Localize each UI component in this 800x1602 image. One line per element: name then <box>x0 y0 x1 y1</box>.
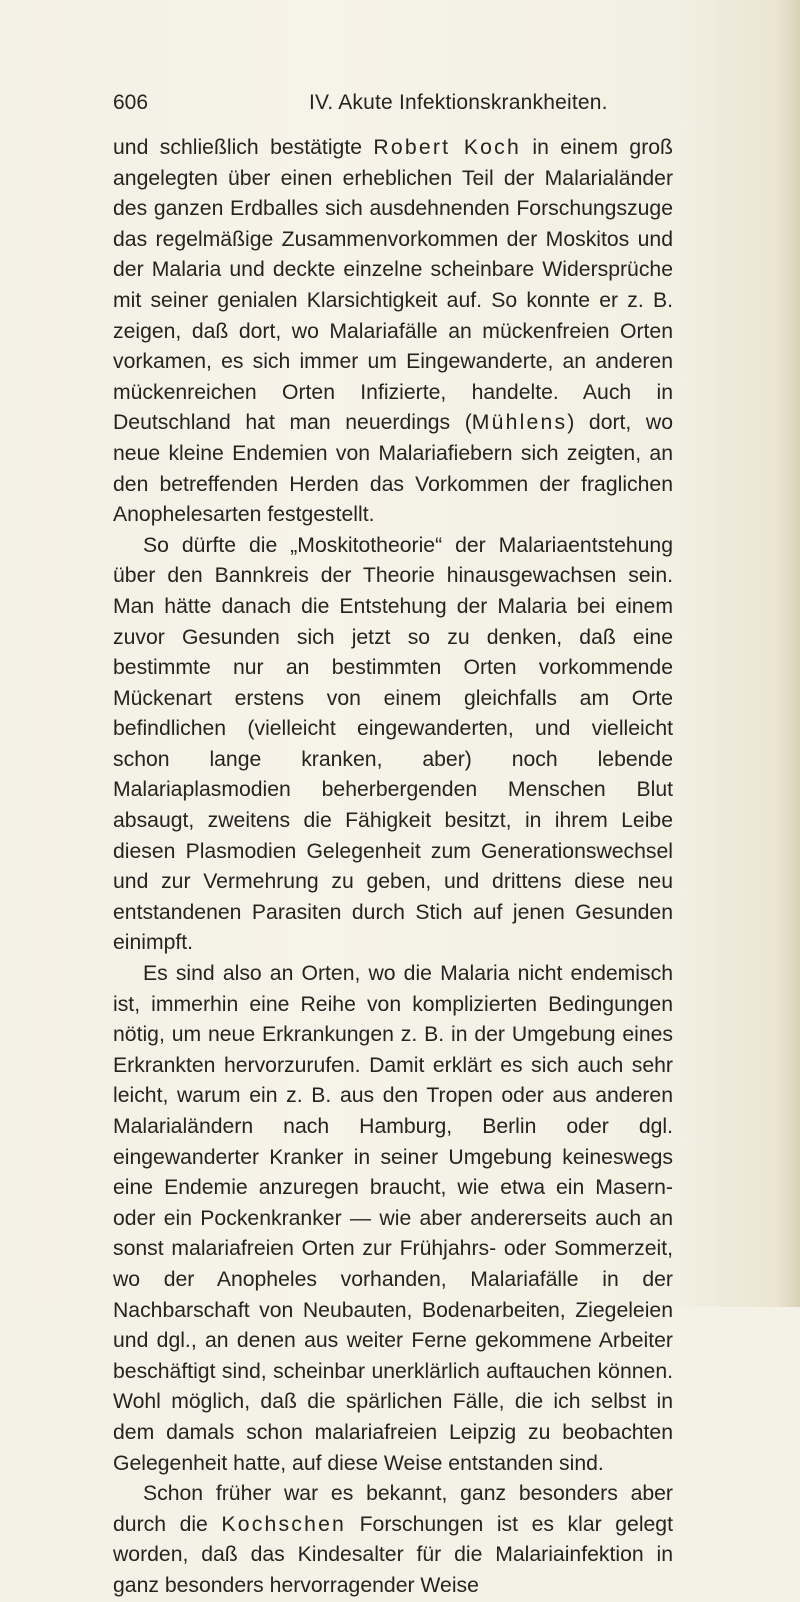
text-segment: und schließlich bestätigte <box>113 136 374 159</box>
paragraph-2: So dürfte die „Moskitotheorie“ der Malariaentstehung über den Bannkreis der Theorie hinausgewachsen sein. Man hätte danach die Entstehung der Malaria bei einem zuvor Gesunden sich jetzt so zu denken, daß eine bestimmte nur an bestimmten Orten vorkommende Mückenart erstens von einem gleichfalls am Orte befindlichen (vielleicht eingewanderten, und vielleicht schon lange kranken, aber) noch lebende Malariaplasmodien beherbergenden Menschen Blut absaugt, zweitens die Fähigkeit besitzt, in ihrem Leibe diesen Plasmodien Gelegenheit zum Generationswechsel und zur Vermehrung zu geben, und drittens diese neu entstandenen Parasiten durch Stich auf jenen Gesunden einimpft. <box>113 533 673 955</box>
paragraph-1 <box>113 133 673 531</box>
author-name-muehlens: Mühlens <box>471 411 568 435</box>
page-number: 606 <box>113 91 149 114</box>
paragraph-3: Es sind also an Orten, wo die Malaria nicht endemisch ist, immerhin eine Reihe von komplizierten Bedingungen nötig, um neue Erkrankungen z. B. in der Umgebung eines Erkrankten hervorzurufen. Damit erklärt es sich auch sehr leicht, warum ein z. B. aus den Tropen oder aus anderen Malarialändern nach Hamburg, Berlin oder dgl. eingewanderter Kranker in seiner Umgebung keineswegs eine Endemie anzuregen braucht, wie etwa ein Masern- oder ein Pockenkranker — wie aber andererseits auch an sonst malariafreien Orten zur Frühjahrs- oder Sommerzeit, wo der Anopheles vorhanden, Malariafälle in der Nachbarschaft von Neubauten, Bodenarbeiten, Ziegeleien und dgl., an denen aus weiter Ferne gekommene Arbeiter beschäftigt sind, scheinbar unerklärlich auftauchen können. Wohl möglich, daß die spärlichen Fälle, die ich selbst in dem damals schon malariafreien Leipzig zu beobachten Gelegenheit hatte, auf diese Weise entstanden sind. <box>113 962 673 1475</box>
page-header <box>113 88 673 118</box>
text-segment: Forschungen ist es klar gelegt worden, daß das Kindesalter für die Malariainfektion in ganz besonders hervorragender Weise <box>113 1512 673 1597</box>
text-segment: ) dort, wo neue kleine Endemien von Malariafiebern sich zeigten, an den betreffenden Herden das Vorkommen der fraglichen Anophelesarten festgestellt. <box>113 411 673 527</box>
body-text <box>113 133 673 1602</box>
author-name-robert-koch: Robert Koch <box>373 136 521 159</box>
author-name-kochschen: Kochschen <box>221 1512 347 1536</box>
text-segment: Schon früher war es bekannt, ganz besonders aber durch die <box>113 1482 673 1536</box>
paragraph-4 <box>113 1479 673 1601</box>
text-segment: in einem groß angelegten über einen erheblichen Teil der Malarialänder des ganzen Erdballes sich ausdehnenden Forschungszuge das regelmäßige Zusammenvorkommen der Moskitos und der Malaria und deckte einzelne scheinbare Widersprüche mit seiner genialen Klarsichtigkeit auf. So konnte er z. B. zeigen, daß dort, wo Malariafälle an mückenfreien Orten vorkamen, es sich immer um Eingewanderte, an anderen mückenreichen Orten Infizierte, handelte. Auch in Deutschland hat man neuerdings ( <box>113 136 673 435</box>
running-head: IV. Akute Infektionskrankheiten. <box>309 91 608 114</box>
